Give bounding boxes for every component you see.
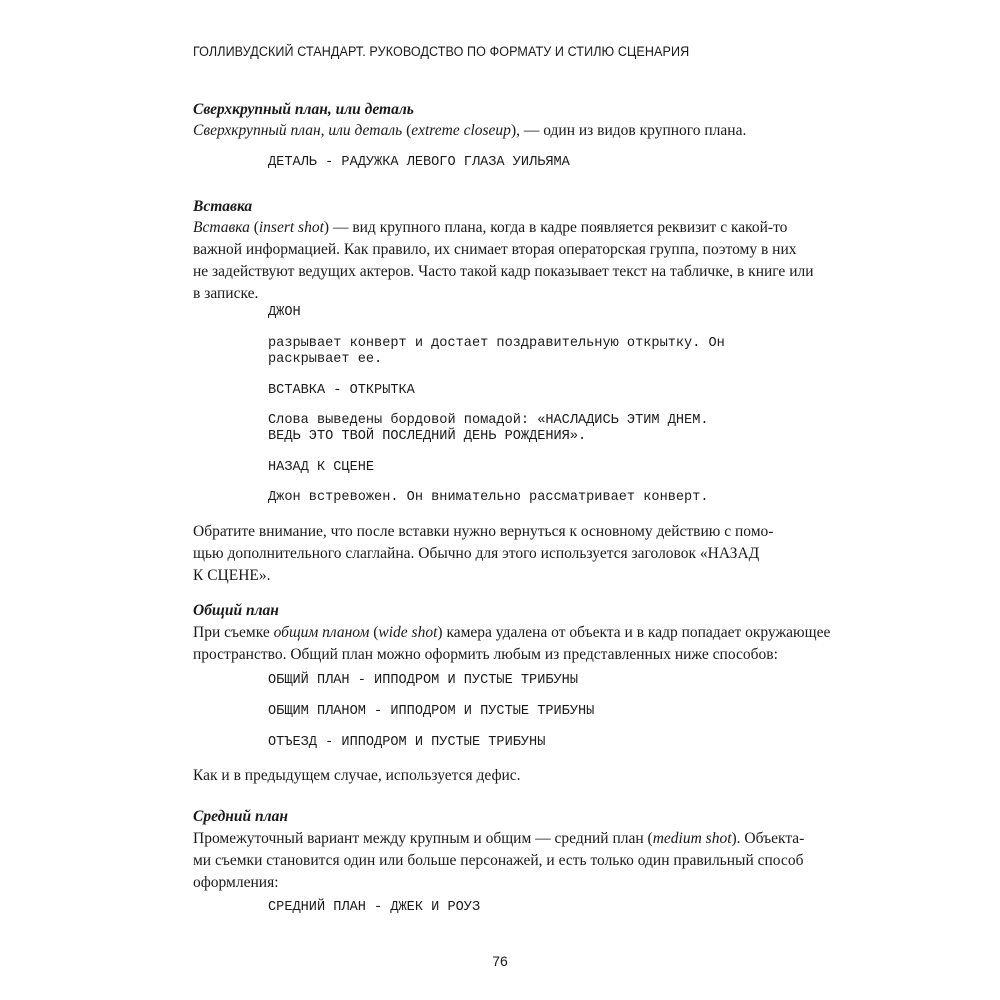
section-heading-wide-shot: Общий план — [193, 602, 279, 619]
script-example-wide-3: ОТЪЕЗД - ИППОДРОМ И ПУСТЫЕ ТРИБУНЫ — [268, 735, 546, 750]
section-heading-insert: Вставка — [193, 198, 253, 215]
text-line: К СЦЕНЕ». — [193, 567, 271, 584]
text-line: в записке. — [193, 285, 259, 302]
text-line: не задействуют ведущих актеров. Часто такой кадр показывает текст на табличке, в книге или — [193, 263, 814, 280]
text-line: Промежуточный вариант между крупным и общим — средний план (medium shot). Объекта- — [193, 830, 805, 847]
script-example-extreme-closeup: ДЕТАЛЬ - РАДУЖКА ЛЕВОГО ГЛАЗА УИЛЬЯМА — [268, 155, 570, 170]
script-action-2: Слова выведены бордовой помадой: «НАСЛАДИСЬ ЭТИМ ДНЕМ. ВЕДЬ ЭТО ТВОЙ ПОСЛЕДНИЙ ДЕНЬ РОЖДЕНИЯ». — [268, 413, 709, 444]
script-action-3: Джон встревожен. Он внимательно рассматривает конверт. — [268, 490, 709, 505]
script-character-name: ДЖОН — [268, 305, 301, 320]
paragraph-medium-shot — [193, 828, 805, 894]
text-line: Вставка (insert shot) — вид крупного плана, когда в кадре появляется реквизит с какой-то — [193, 219, 788, 236]
section-heading-extreme-closeup: Сверхкрупный план, или деталь — [193, 101, 414, 118]
script-action-1: разрывает конверт и достает поздравительную открытку. Он раскрывает ее. — [268, 336, 725, 367]
script-example-wide-1: ОБЩИЙ ПЛАН - ИППОДРОМ И ПУСТЫЕ ТРИБУНЫ — [268, 673, 578, 688]
text-line: Сверхкрупный план, или деталь (extreme closeup), — один из видов крупного плана. — [193, 122, 747, 139]
text-line: Обратите внимание, что после вставки нужно вернуться к основному действию с помо- — [193, 523, 774, 540]
text-line: оформления: — [193, 874, 279, 891]
paragraph-insert-note — [193, 521, 805, 587]
paragraph-extreme-closeup — [193, 120, 805, 142]
paragraph-wide-shot — [193, 622, 831, 666]
script-example-wide-2: ОБЩИМ ПЛАНОМ - ИППОДРОМ И ПУСТЫЕ ТРИБУНЫ — [268, 704, 595, 719]
script-slugline-insert: ВСТАВКА - ОТКРЫТКА — [268, 383, 415, 398]
text-line: ми съемки становится один или больше персонажей, и есть только один правильный способ — [193, 852, 804, 869]
text-line: пространство. Общий план можно оформить любым из представленных ниже способов: — [193, 646, 778, 663]
paragraph-wide-note — [193, 765, 805, 787]
text-line: важной информацией. Как правило, их снимает вторая операторская группа, поэтому в них — [193, 241, 797, 258]
script-example-medium: СРЕДНИЙ ПЛАН - ДЖЕК И РОУЗ — [268, 900, 481, 915]
paragraph-insert — [193, 217, 814, 305]
script-slugline-back: НАЗАД К СЦЕНЕ — [268, 460, 375, 475]
running-header: ГОЛЛИВУДСКИЙ СТАНДАРТ. РУКОВОДСТВО ПО ФОРМАТУ И СТИЛЮ СЦЕНАРИЯ — [193, 44, 690, 59]
text-line: щью дополнительного слаглайна. Обычно для этого используется заголовок «НАЗАД — [193, 545, 760, 562]
text-line: Как и в предыдущем случае, используется дефис. — [193, 767, 521, 784]
section-heading-medium-shot: Средний план — [193, 808, 288, 825]
text-line: При съемке общим планом (wide shot) камера удалена от объекта и в кадр попадает окружающее — [193, 624, 831, 641]
page-number: 76 — [492, 953, 508, 969]
